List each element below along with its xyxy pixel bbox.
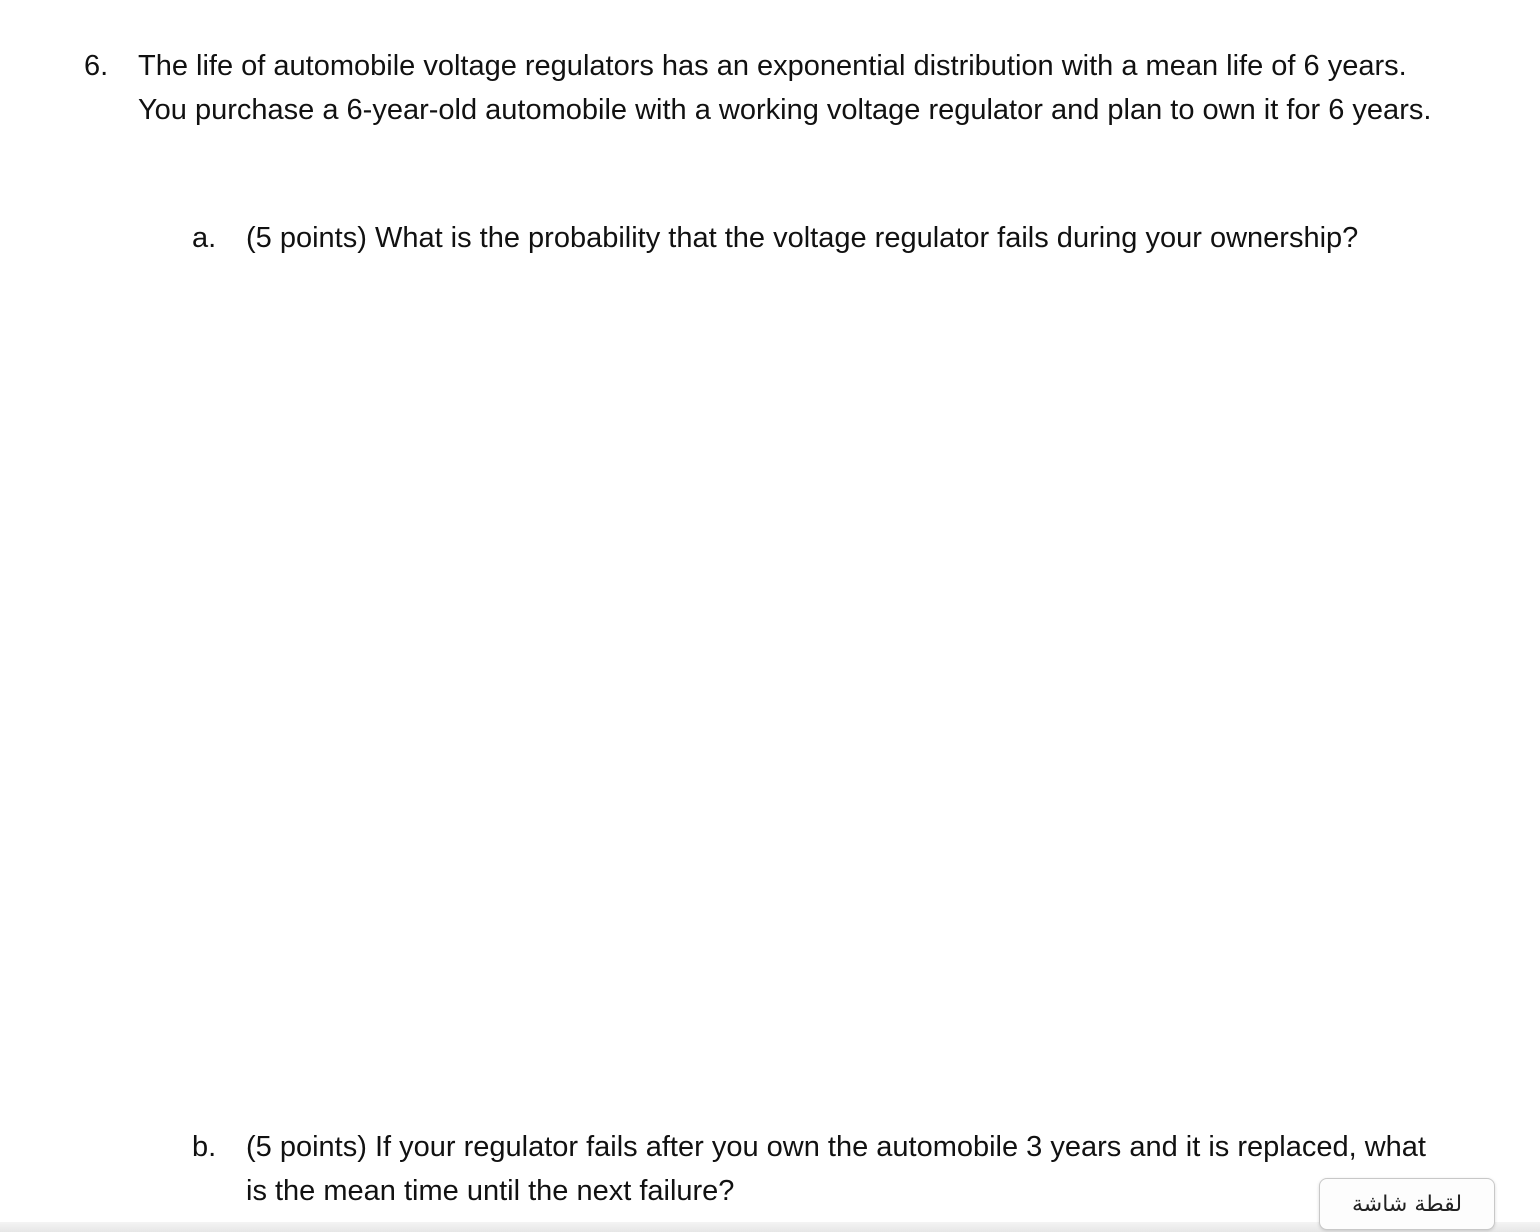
part-a-text: (5 points) What is the probability that the voltage regulator fails during your ownership? bbox=[246, 222, 1359, 254]
question-number: 6. bbox=[84, 50, 109, 82]
question-text: The life of automobile voltage regulators has an exponential distribution with a mean life of 6 years. You purchase a 6-year-old automobile with a working voltage regulator and plan to own it for 6 years. bbox=[138, 50, 1432, 126]
part-b-text: (5 points) If your regulator fails after you own the automobile 3 years and it is replaced, what is the mean time until the next failure? bbox=[246, 1131, 1426, 1207]
part-a-label: a. bbox=[192, 222, 217, 254]
screenshot-button-label: لقطة شاشة bbox=[1351, 1191, 1463, 1217]
screenshot-button[interactable] bbox=[1319, 1178, 1495, 1230]
part-b-label: b. bbox=[192, 1131, 217, 1163]
bottom-edge bbox=[0, 1222, 1540, 1232]
